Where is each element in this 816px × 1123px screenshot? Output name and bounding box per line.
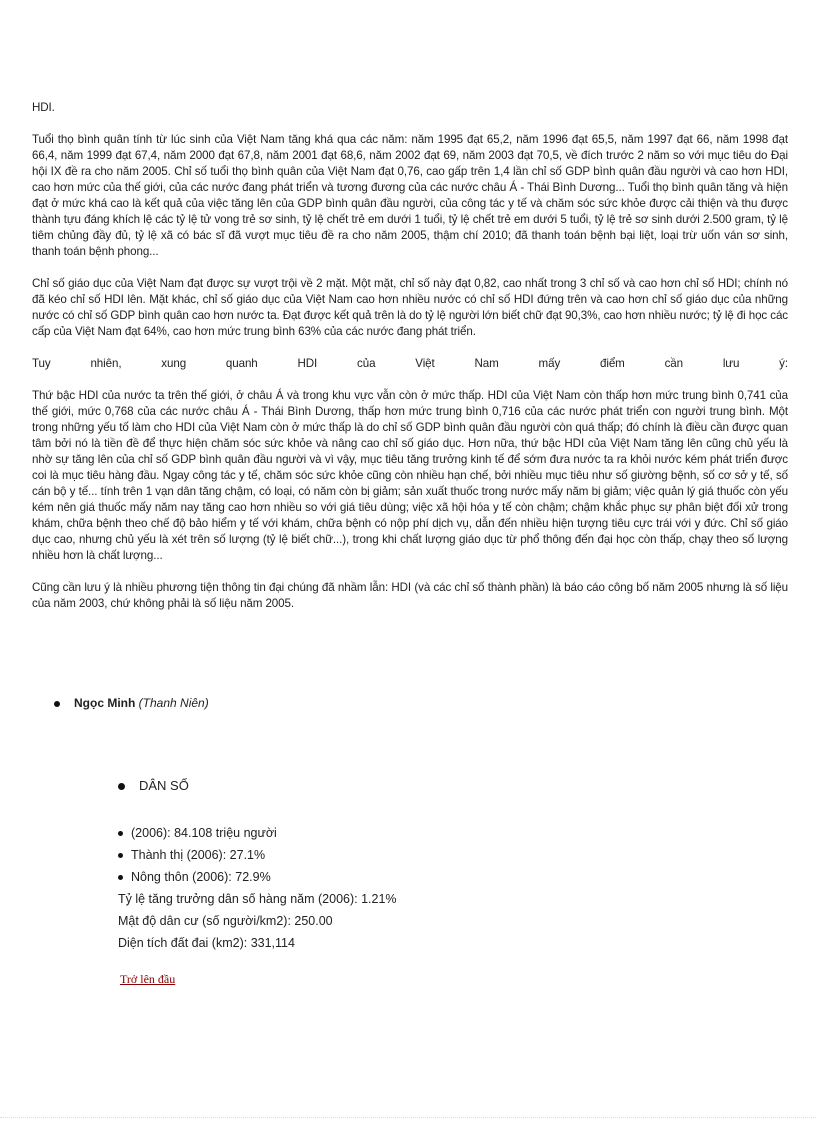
bullet-icon: [118, 783, 125, 790]
back-to-top-link[interactable]: Trở lên đầu: [120, 972, 176, 986]
bullet-icon: [54, 701, 60, 707]
population-growth: Tỷ lệ tăng trưởng dân số hàng năm (2006): 1.21%: [118, 892, 397, 906]
list-item: (2006): 84.108 triệu người: [118, 822, 397, 844]
list-item: Nông thôn (2006): 72.9%: [118, 866, 397, 888]
author-name: Ngọc Minh: [74, 696, 136, 710]
footer-divider: [0, 1117, 816, 1118]
population-heading: [118, 778, 189, 793]
paragraph-hdi-fragment: HDI.: [32, 101, 55, 114]
author-line: [54, 696, 209, 710]
land-area: Diện tích đất đai (km2): 331,114: [118, 936, 295, 950]
paragraph-life-expectancy: Tuổi thọ bình quân tính từ lúc sinh của Việt Nam tăng khá qua các năm: năm 1995 đạt 65,2, năm 1996 đạt 65,5, năm 1997 đạt 66, năm 1998 đạt 66,4, năm 1999 đạt 67,4, năm 2000 đạt 67,8, năm 2001 đạt 68,6, năm 2002 đạt 69, năm 2003 đạt 70,5, về đích trước 2 năm so với mục tiêu do Đại hội IX đề ra cho năm 2005. Chỉ số tuổi thọ bình quân của Việt Nam đạt 0,76, cao gấp trên 1,4 lần chỉ số GDP bình quân đầu người và cao hơn HDI, cao hơn mức của thế giới, của các nước đang phát triển và tương đương của các nước châu Á - Thái Bình Dương... Tuổi thọ bình quân tăng và hiện đạt ở mức khá cao là kết quả của việc tăng lên của GDP bình quân đầu người, của công tác y tế và chăm sóc sức khỏe được cải thiện và thu được thành tựu đáng khích lệ các tỷ lệ tử vong trẻ sơ sinh, tỷ lệ chết trẻ em dưới 1 tuổi, tỷ lệ chết trẻ em dưới 5 tuổi, tỷ lệ trẻ sơ sinh dưới 2.500 gram, tỷ lệ tiêm chủng đầy đủ, tỷ lệ xã có bác sĩ đã vượt mục tiêu đề ra cho năm 2005, thậm chí 2010; đã thanh toán bệnh bại liệt, loại trừ uốn ván sơ sinh, thanh toán bệnh phong...: [32, 133, 788, 258]
population-stats: [118, 822, 397, 954]
list-item: Thành thị (2006): 27.1%: [118, 844, 397, 866]
population-density: Mật độ dân cư (số người/km2): 250.00: [118, 914, 333, 928]
article-body: [32, 100, 788, 628]
bullet-icon: [118, 831, 123, 836]
bullet-icon: [118, 875, 123, 880]
bullet-icon: [118, 853, 123, 858]
paragraph-hdi-ranking: Thứ bậc HDI của nước ta trên thế giới, ở châu Á và trong khu vực vẫn còn ở mức thấp. HDI của Việt Nam còn thấp hơn mức trung bình 0,741 của thế giới, mức 0,768 của các nước châu Á - Thái Bình Dương, thấp hơn mức trung bình 0,716 của các nước phát triển con người trung bình. Một trong những yếu tố làm cho HDI của Việt Nam còn ở mức thấp là do chỉ số GDP bình quân đầu người còn quá thấp; đó chính là điều cần được quan tâm bởi nó là tiền đề để thực hiện chăm sóc sức khỏe và nâng cao chỉ số giáo dục. Hơn nữa, thứ bậc HDI của Việt Nam tăng lên cũng chủ yếu là nhờ sự tăng lên của chỉ số GDP bình quân đầu người và vì vậy, mục tiêu tăng trưởng kinh tế để sớm đưa nước ta ra khỏi nước kém phát triển được coi là mục tiêu hàng đầu. Ngay công tác y tế, chăm sóc sức khỏe cũng còn nhiều hạn chế, bởi nhiều mục tiêu như số giường bệnh, số cơ sở y tế, số cán bộ y tế... tính trên 1 vạn dân tăng chậm, có loại, có năm còn bị giảm; sản xuất thuốc trong nước mấy năm bị giảm; việc quản lý giá thuốc còn yếu kém nên giá thuốc mấy năm nay tăng cao hơn nhiều so với giá tiêu dùng; việc xã hội hóa y tế còn chậm; chậm khắc phục sự phân biệt đối xử trong khám, chữa bệnh theo chế độ bảo hiểm y tế với khám, chữa bệnh có nộp phí dịch vụ, dẫn đến nhiều hiện tượng tiêu cực trái với y đức. Chỉ số giáo dục cao, nhưng chủ yếu là xét trên số lượng (tỷ lệ biết chữ...), trong khi chất lượng giáo dục từ phổ thông đến đại học còn thấp, chạy theo số lượng nhiều hơn là chất lượng...: [32, 389, 788, 562]
paragraph-media-note: Cũng cần lưu ý là nhiều phương tiện thông tin đại chúng đã nhầm lẫn: HDI (và các chỉ số thành phần) là báo cáo công bố năm 2005 nhưng là số liệu của năm 2003, chứ không phải là số liệu năm 2005.: [32, 581, 788, 610]
paragraph-education-index: Chỉ số giáo dục của Việt Nam đạt được sự vượt trội về 2 mặt. Một mặt, chỉ số này đạt 0,82, cao nhất trong 3 chỉ số và cao hơn chỉ số HDI; chính nó đã kéo chỉ số HDI lên. Mặt khác, chỉ số giáo dục của Việt Nam cao hơn nhiều nước có chỉ số HDI đứng trên và cao hơn chỉ số giáo dục của những nước có chỉ số GDP bình quân cao hơn nước ta. Đạt được kết quả trên là do tỷ lệ người lớn biết chữ đạt 90,3%, cao hơn nhiều nước; tỷ lệ đi học các cấp của Việt Nam đạt 64%, cao hơn mức trung bình 63% của các nước đang phát triển.: [32, 277, 788, 338]
author-source: (Thanh Niên): [138, 696, 209, 710]
paragraph-notes-intro: Tuy nhiên, xung quanh HDI của Việt Nam mấy điểm cần lưu ý:: [32, 357, 788, 370]
population-heading-label: DÂN SỐ: [139, 778, 189, 793]
